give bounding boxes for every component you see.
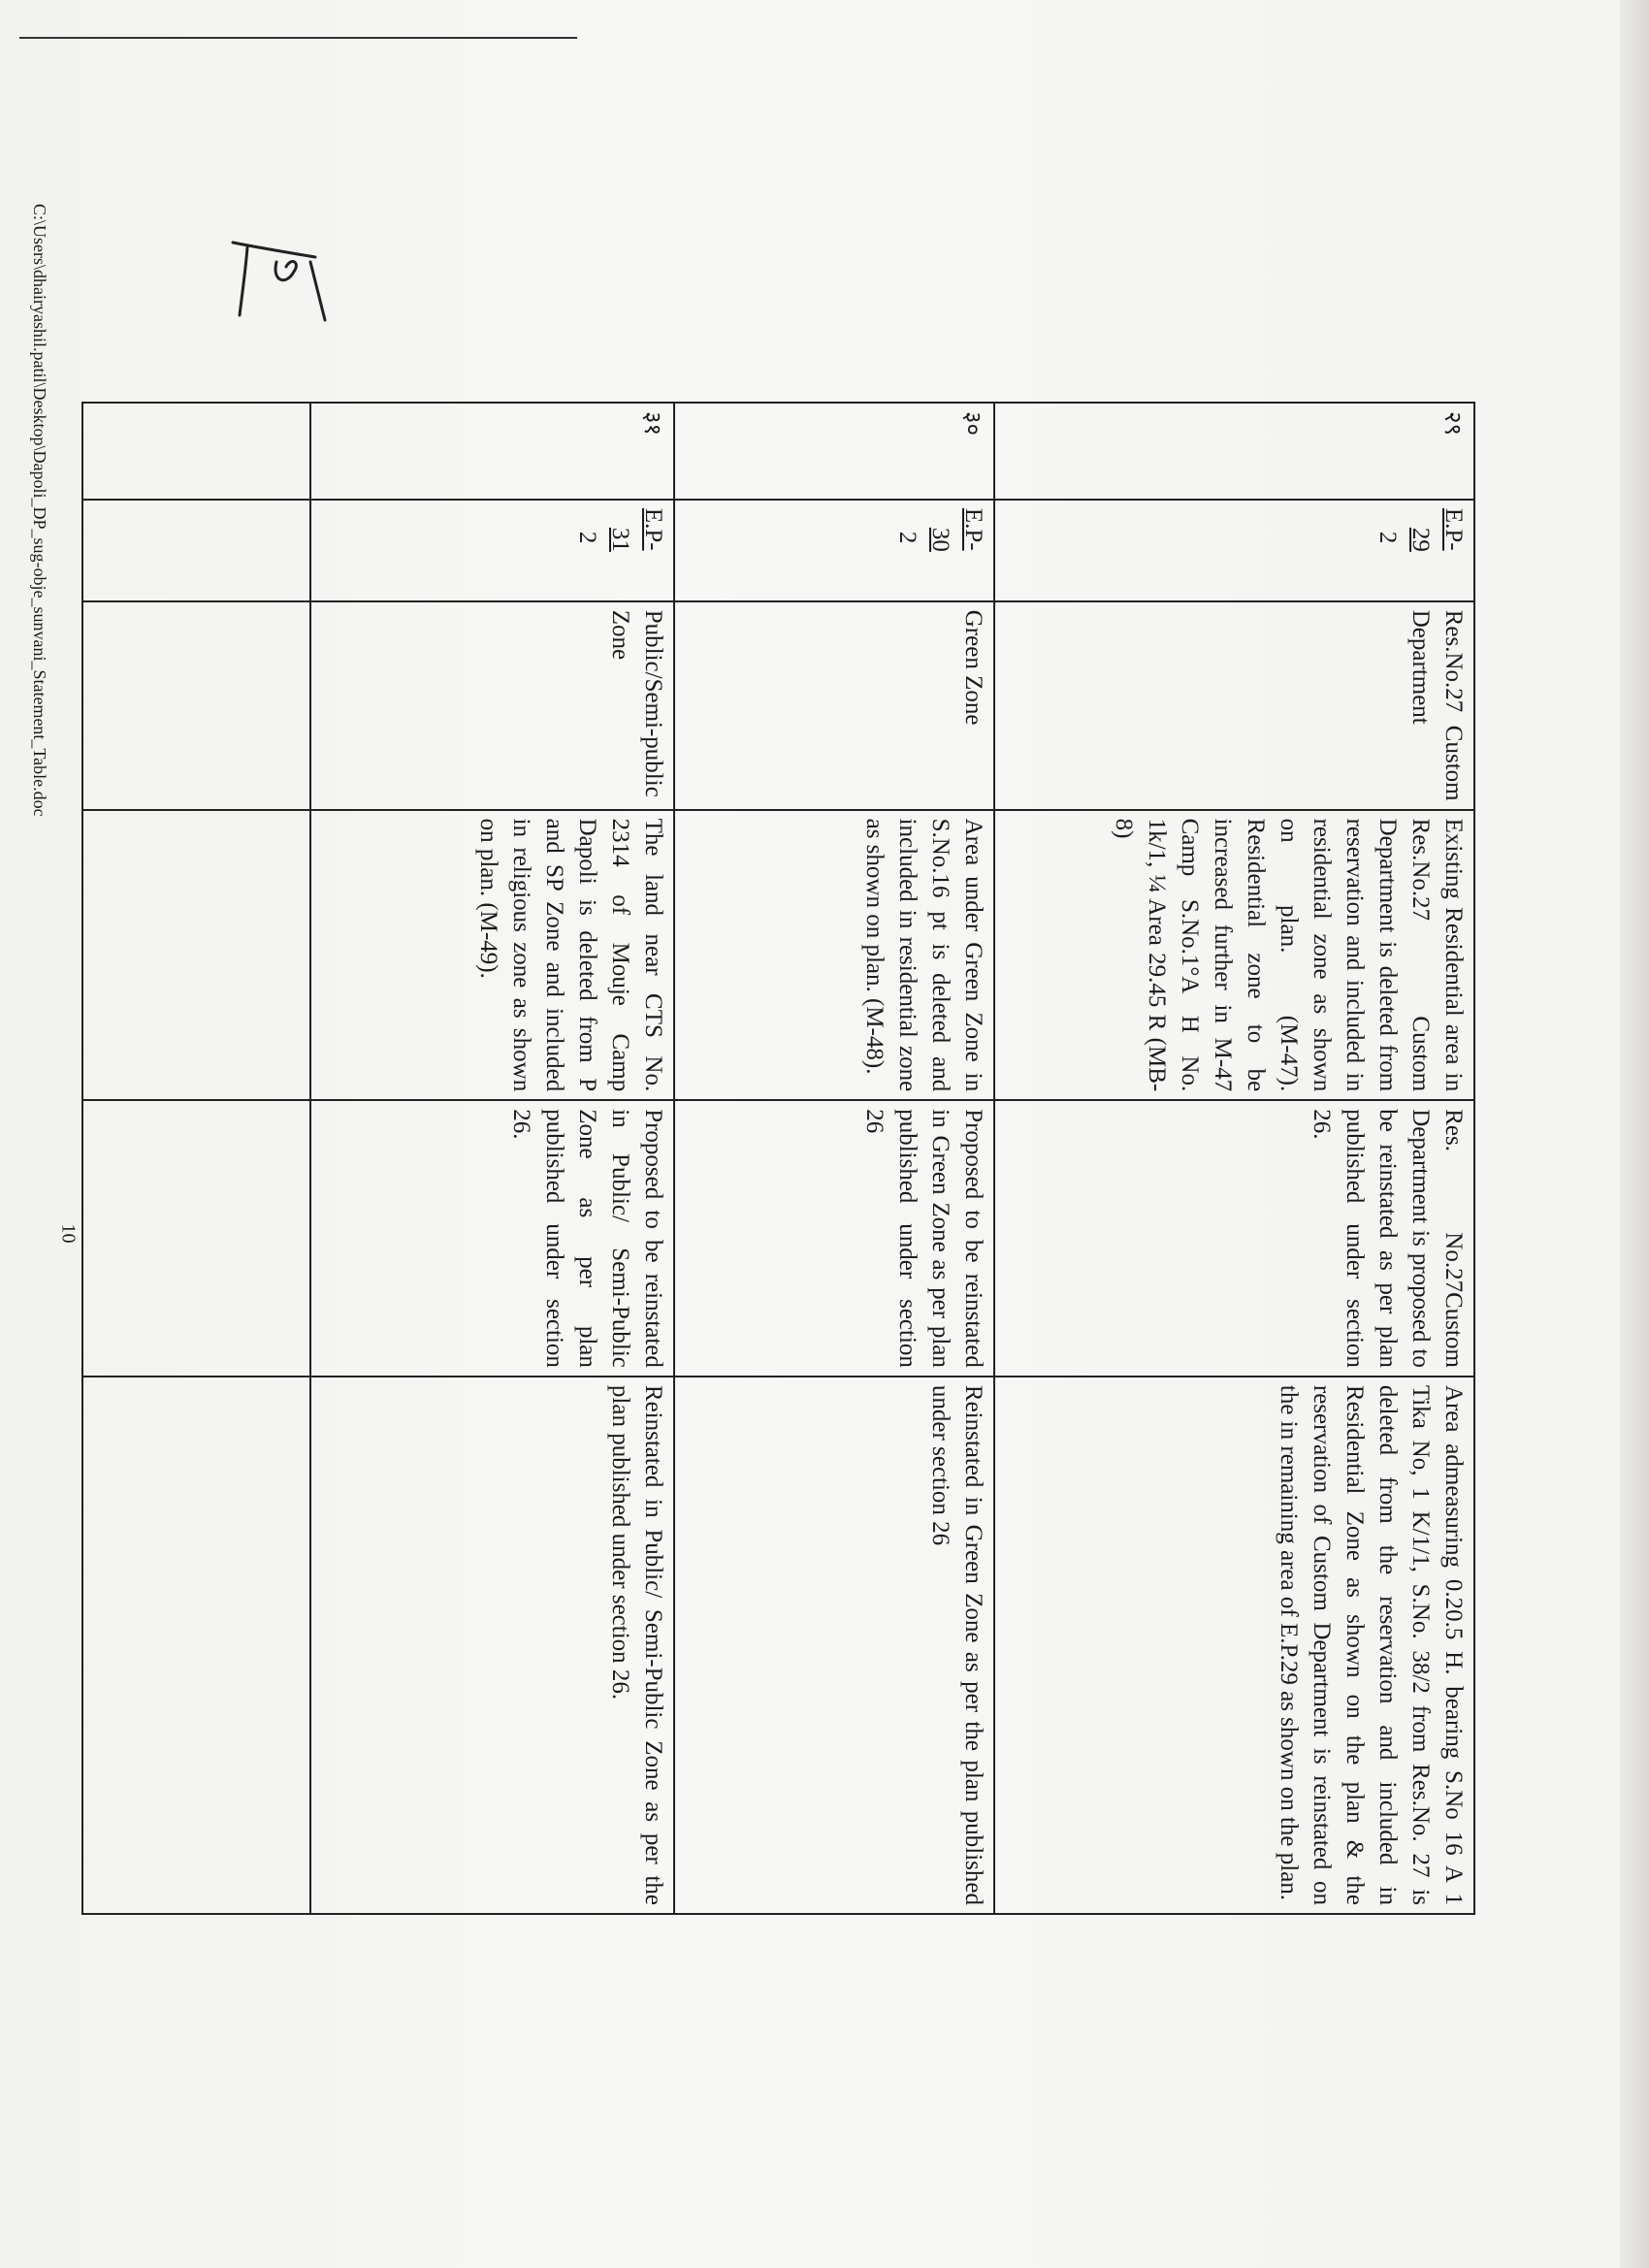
empty-cell xyxy=(82,1377,310,1914)
empty-cell xyxy=(82,810,310,1101)
empty-cell xyxy=(82,403,310,500)
ep-denominator: 2 xyxy=(574,531,600,544)
handwritten-initials xyxy=(218,223,354,330)
table-row-empty xyxy=(82,403,310,1914)
reservation-cell: Green Zone xyxy=(674,601,994,810)
ep-denominator: 2 xyxy=(1374,531,1401,544)
empty-cell xyxy=(82,601,310,810)
decision-cell: Proposed to be reinstated in Public/ Semi-Public Zone as per plan published under section 26. xyxy=(310,1100,674,1377)
ep-denominator: 2 xyxy=(894,531,921,544)
proposal-cell: The land near CTS No. 2314 of Mouje Camp Dapoli is deleted from P and SP Zone and included in religious zone as shown on plan. (M-49). xyxy=(310,810,674,1101)
table-row xyxy=(994,403,1474,1914)
empty-cell xyxy=(82,1100,310,1377)
ep-number: 29 xyxy=(1407,527,1434,552)
table-row xyxy=(674,403,994,1914)
final-cell: Area admeasuring 0.20.5 H. bearing S.No 16 A 1 Tika No, 1 K/1/1, S.No. 38/2 from Res.No. 27 is deleted from the reservation and included in Residential Zone as shown on the plan & the reservation of Custom Department is reinstated on the in remaining area of E.P.29 as shown on the plan. xyxy=(994,1377,1474,1914)
statement-table-rotated xyxy=(83,402,1475,1915)
ep-label: E.P- xyxy=(960,507,986,551)
file-path-footer xyxy=(30,204,49,1950)
decision-cell: Proposed to be reinstated in Green Zone as per plan published under section 26 xyxy=(674,1100,994,1377)
serial-cell: ३० xyxy=(674,403,994,500)
final-cell: Reinstated in Public/ Semi-Public Zone as per the plan published under section 26. xyxy=(310,1377,674,1914)
serial-cell: २९ xyxy=(994,403,1474,500)
ep-cell xyxy=(994,500,1474,601)
decision-cell: Res. No.27Custom Department is proposed to be reinstated as per plan published under section 26. xyxy=(994,1100,1474,1377)
ep-fraction xyxy=(890,508,956,593)
ep-fraction xyxy=(570,508,636,593)
serial-cell: ३१ xyxy=(310,403,674,500)
ep-number: 30 xyxy=(927,527,954,552)
table-row xyxy=(310,403,674,1914)
ep-label: E.P- xyxy=(640,507,666,551)
final-cell: Reinstated in Green Zone as per the plan published under section 26 xyxy=(674,1377,994,1914)
ep-label: E.P- xyxy=(1440,507,1467,551)
reservation-cell: Public/Semi-public Zone xyxy=(310,601,674,810)
ep-number: 31 xyxy=(607,527,633,552)
page-number: 10 xyxy=(57,1223,80,1244)
ep-cell xyxy=(310,500,674,601)
empty-cell xyxy=(82,500,310,601)
reservation-cell: Res.No.27 Custom Department xyxy=(994,601,1474,810)
top-rule xyxy=(19,37,577,39)
ep-cell xyxy=(674,500,994,601)
proposal-cell: Existing Residential area in Res.No.27 Custom Department is deleted from reservation and included in residential zone as shown on plan. (M-47). Residential zone to be increased further in M-47 Camp S.No.1°A H No. 1k/1, ¼ Area 29.45 R (MB-8) xyxy=(994,810,1474,1101)
file-path-text: C:\Users\dhairyashil.patil\Desktop\Dapoli_DP_sug-obje_sunvani_Statement_Table.doc xyxy=(30,204,49,817)
proposal-cell: Area under Green Zone in S.No.16 pt is deleted and included in residential zone as shown on plan. (M-48). xyxy=(674,810,994,1101)
ep-fraction xyxy=(1371,508,1437,593)
page-edge-shadow xyxy=(1620,0,1649,2268)
statement-table xyxy=(81,402,1475,1915)
